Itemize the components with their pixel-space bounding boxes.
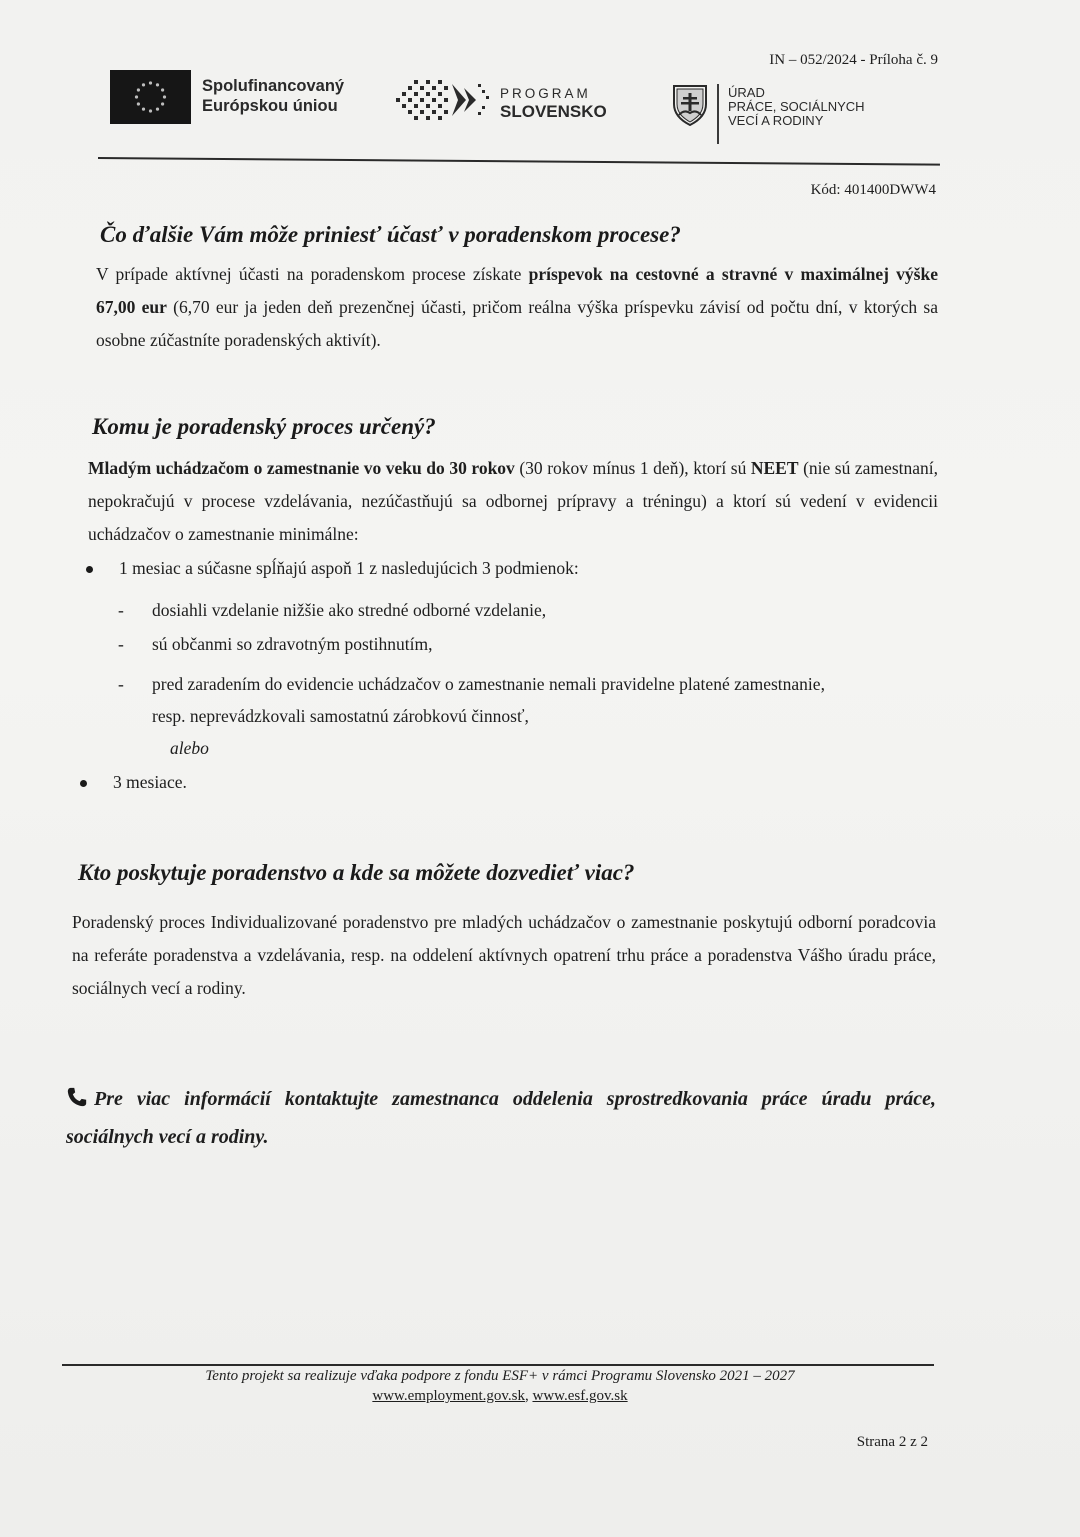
urad-logo-text	[728, 86, 865, 128]
urad-line1: ÚRAD	[728, 85, 765, 100]
section3-paragraph: Poradenský proces Individualizované poradenstvo pre mladých uchádzačov o zamestnanie poskytujú odborní poradcovia na referáte poradenstva a vzdelávania, resp. na oddelení aktívnych opatrení trhu práce a poradenstva Vášho úradu práce, sociálnych vecí a rodiny.	[72, 912, 936, 998]
sub3-text-line1: pred zaradením do evidencie uchádzačov o zamestnanie nemali pravidelne platené zamestnanie,	[152, 674, 825, 694]
list-item	[80, 772, 187, 793]
section2-text-d: (nie sú zamestnaní, nepokračujú v procese vzdelávania, nezúčastňujú sa odbornej prípravy a tréningu) a ktorí sú vedení v evidencii uchádzačov o zamestnanie minimálne:	[88, 458, 938, 544]
program-line1: PROGRAM	[500, 86, 591, 101]
document-code: Kód: 401400DWW4	[810, 182, 936, 198]
link-separator: ,	[524, 1388, 533, 1404]
eu-logo-line1: Spolufinancovaný	[202, 77, 345, 95]
eu-logo-line2: Európskou úniou	[202, 97, 338, 115]
alebo-text: alebo	[170, 738, 209, 758]
eu-logo-text	[202, 76, 344, 116]
section2-text-b: (30 rokov mínus 1 deň), ktorí sú	[514, 458, 751, 478]
bullet2-text: 3 mesiace.	[113, 772, 187, 792]
section1-text-bold: príspevok na cestovné a stravné v maximálnej výške 67,00 eur	[96, 264, 938, 317]
program-slovensko-icon	[392, 76, 492, 126]
eu-flag-icon	[110, 70, 191, 124]
program-line2: SLOVENSKO	[500, 102, 607, 121]
bullet-icon	[86, 566, 93, 573]
sub3-continuation: resp. neprevádzkovali samostatnú zárobkovú činnosť,	[152, 706, 529, 726]
sub2-text: sú občanmi so zdravotným postihnutím,	[152, 634, 433, 654]
program-slovensko-text	[500, 86, 607, 122]
list-item	[86, 558, 579, 579]
page-number: Strana 2 z 2	[856, 1434, 928, 1450]
section2-heading: Komu je poradenský proces určený?	[92, 414, 436, 439]
contact-text: Pre viac informácií kontaktujte zamestnanca oddelenia sprostredkovania práce úradu práce, sociálnych vecí a rodiny.	[66, 1088, 936, 1148]
section2-neet: NEET	[750, 458, 799, 478]
logo-divider	[717, 84, 719, 144]
list-item: - pred zaradením do evidencie uchádzačov o zamestnanie nemali pravidelne platené zamestnanie,	[118, 674, 825, 694]
footer-funding-note: Tento projekt sa realizuje vďaka podpore z fondu ESF+ v rámci Programu Slovensko 2021 – 2027	[205, 1368, 795, 1384]
section1-text-a: V prípade aktívnej účasti na poradenskom procese získate	[96, 264, 529, 284]
bullet1-text: 1 mesiac a súčasne spĺňajú aspoň 1 z nasledujúcich 3 podmienok:	[119, 558, 579, 578]
list-item: - sú občanmi so zdravotným postihnutím,	[118, 634, 433, 654]
section1-paragraph	[96, 258, 938, 357]
phone-icon	[66, 1086, 88, 1108]
sub1-text: dosiahli vzdelanie nižšie ako stredné odborné vzdelanie,	[152, 600, 547, 620]
esf-link[interactable]: www.esf.gov.sk	[532, 1388, 628, 1404]
document-id: IN – 052/2024 - Príloha č. 9	[769, 52, 938, 68]
section1-heading: Čo ďalšie Vám môže priniesť účasť v poradenskom procese?	[100, 222, 681, 247]
employment-link[interactable]: www.employment.gov.sk	[372, 1388, 525, 1404]
footer-links	[0, 1388, 1000, 1405]
section1-text-c: (6,70 eur ja jeden deň prezenčnej účasti, pričom reálna výška príspevku závisí od počtu dní, v ktorých sa osobne zúčastníte poradenských aktivít).	[96, 297, 938, 350]
urad-line2: PRÁCE, SOCIÁLNYCH	[728, 99, 865, 114]
logo-row	[110, 68, 940, 148]
bullet-icon	[80, 780, 87, 787]
contact-note	[66, 1080, 936, 1156]
section3-heading: Kto poskytuje poradenstvo a kde sa môžete dozvedieť viac?	[78, 860, 635, 885]
footer-divider	[62, 1364, 934, 1366]
section2-text-bold: Mladým uchádzačom o zamestnanie vo veku do 30 rokov	[88, 458, 515, 478]
urad-line3: VECÍ A RODINY	[728, 113, 824, 128]
section2-paragraph	[88, 452, 938, 551]
header-divider	[98, 157, 940, 166]
coat-of-arms-icon	[672, 84, 708, 126]
list-item: - dosiahli vzdelanie nižšie ako stredné odborné vzdelanie,	[118, 600, 547, 620]
